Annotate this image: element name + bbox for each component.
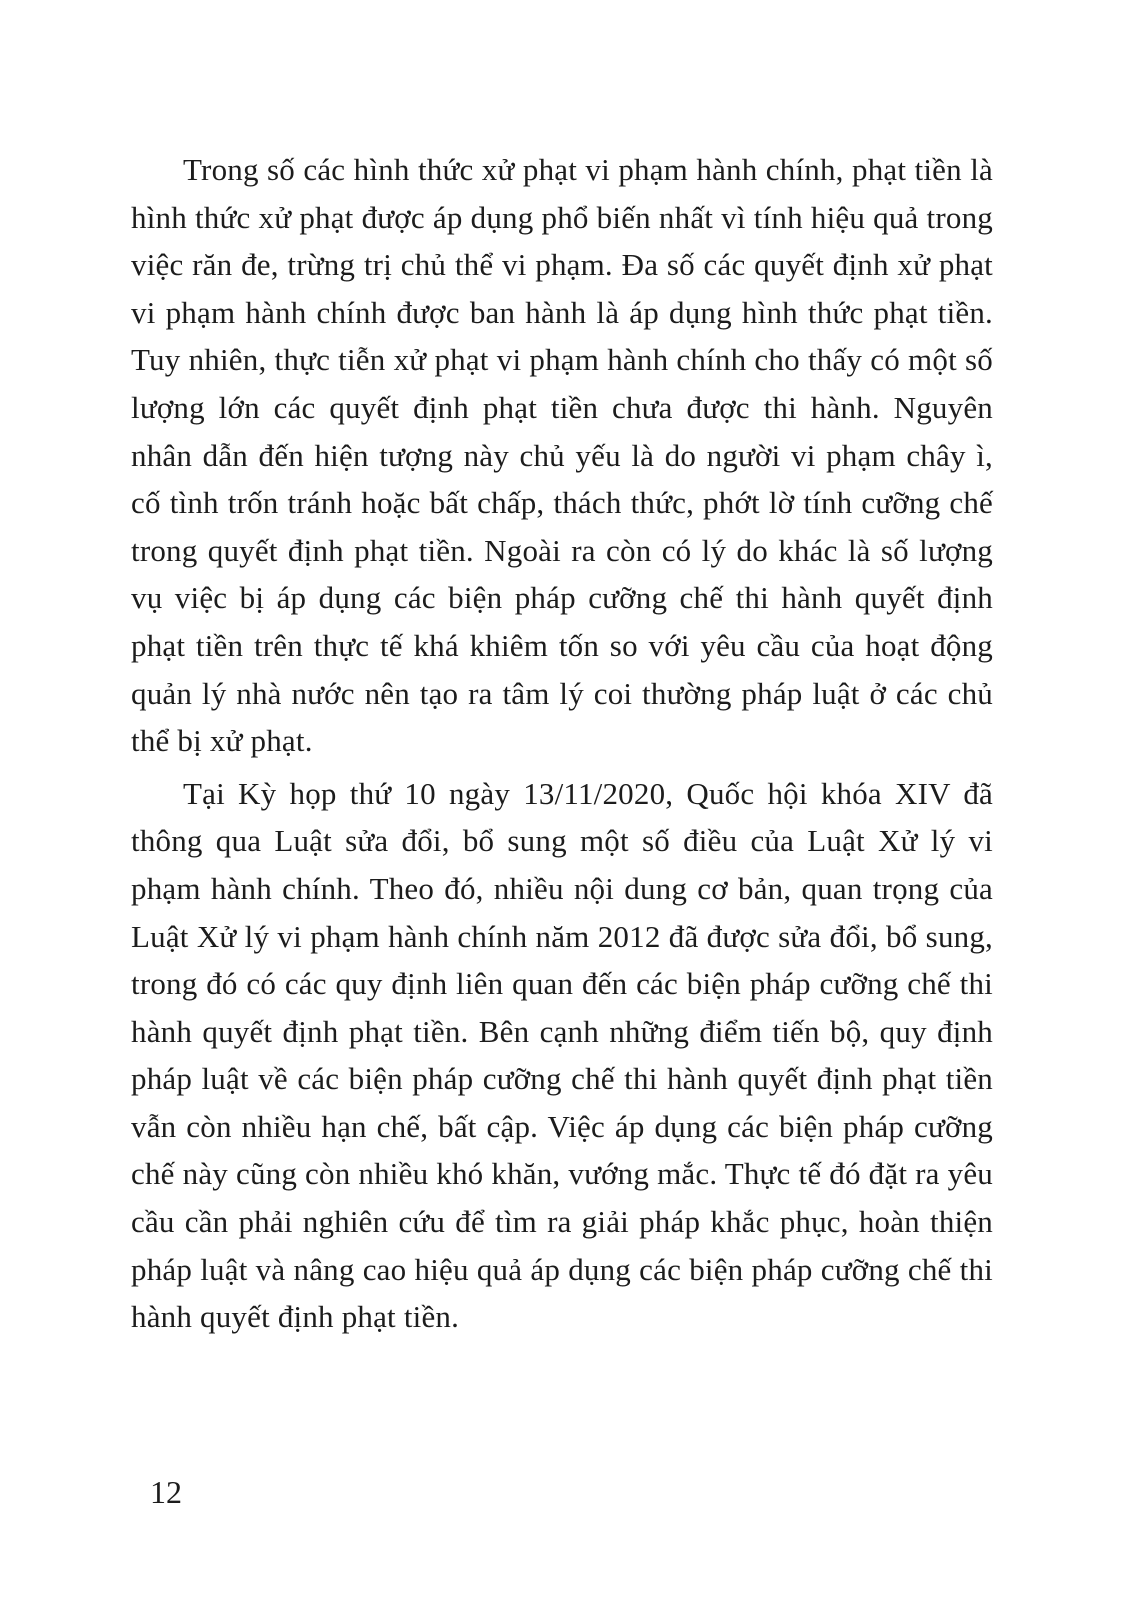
page-number: 12 [150, 1474, 182, 1510]
paragraph-2: Tại Kỳ họp thứ 10 ngày 13/11/2020, Quốc hội khóa XIV đã thông qua Luật sửa đổi, bổ sung một số điều của Luật Xử lý vi phạm hành chính. Theo đó, nhiều nội dung cơ bản, quan trọng của Luật Xử lý vi phạm hành chính năm 2012 đã được sửa đổi, bổ sung, trong đó có các quy định liên quan đến các biện pháp cưỡng chế thi hành quyết định phạt tiền. Bên cạnh những điểm tiến bộ, quy định pháp luật về các biện pháp cưỡng chế thi hành quyết định phạt tiền vẫn còn nhiều hạn chế, bất cập. Việc áp dụng các biện pháp cưỡng chế này cũng còn nhiều khó khăn, vướng mắc. Thực tế đó đặt ra yêu cầu cần phải nghiên cứu để tìm ra giải pháp khắc phục, hoàn thiện pháp luật và nâng cao hiệu quả áp dụng các biện pháp cưỡng chế thi hành quyết định phạt tiền. [131, 775, 993, 1335]
body-text [131, 146, 993, 1341]
paragraph-1: Trong số các hình thức xử phạt vi phạm hành chính, phạt tiền là hình thức xử phạt được áp dụng phổ biến nhất vì tính hiệu quả trong việc răn đe, trừng trị chủ thể vi phạm. Đa số các quyết định xử phạt vi phạm hành chính được ban hành là áp dụng hình thức phạt tiền. Tuy nhiên, thực tiễn xử phạt vi phạm hành chính cho thấy có một số lượng lớn các quyết định phạt tiền chưa được thi hành. Nguyên nhân dẫn đến hiện tượng này chủ yếu là do người vi phạm chây ì, cố tình trốn tránh hoặc bất chấp, thách thức, phớt lờ tính cưỡng chế trong quyết định phạt tiền. Ngoài ra còn có lý do khác là số lượng vụ việc bị áp dụng các biện pháp cưỡng chế thi hành quyết định phạt tiền trên thực tế khá khiêm tốn so với yêu cầu của hoạt động quản lý nhà nước nên tạo ra tâm lý coi thường pháp luật ở các chủ thể bị xử phạt. [131, 152, 993, 759]
